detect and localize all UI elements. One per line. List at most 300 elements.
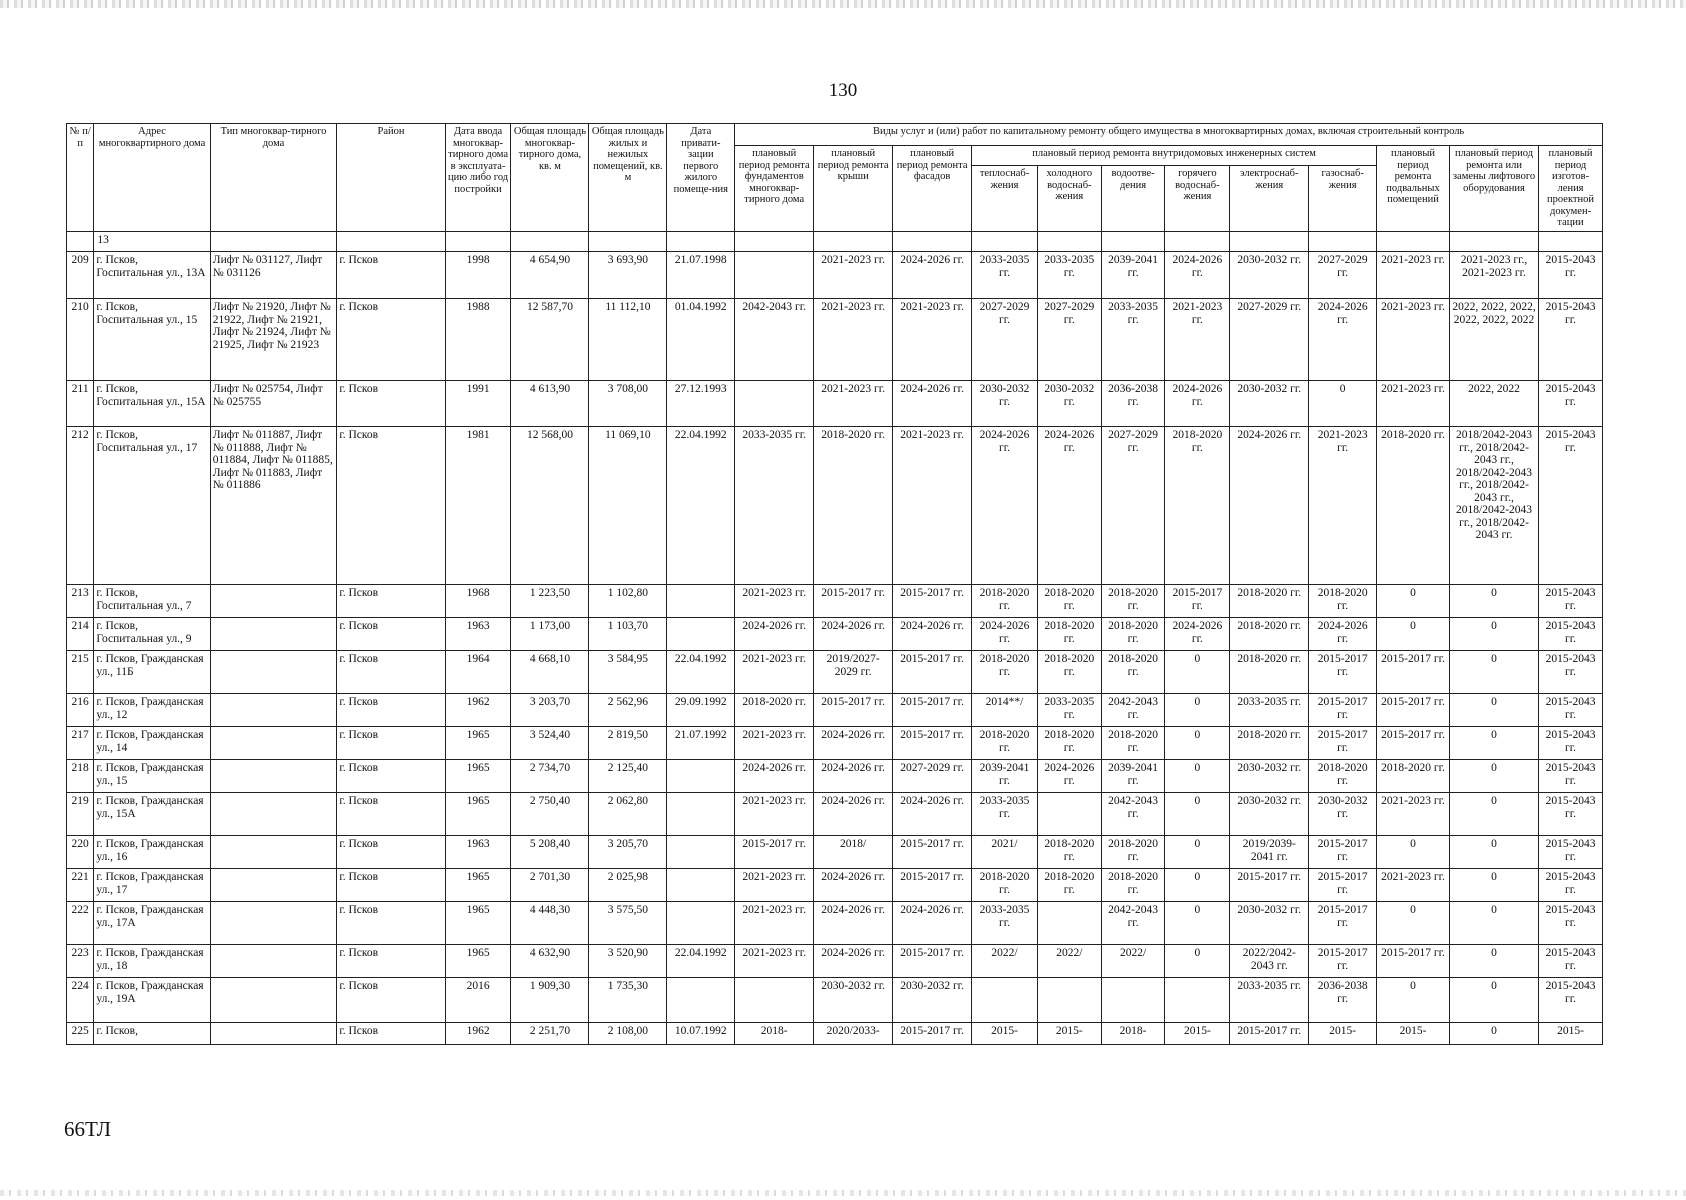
header-facade: плановый период ремонта фасадов bbox=[893, 146, 972, 232]
cell-total-area: 3 203,70 bbox=[511, 694, 589, 727]
cell-type bbox=[210, 945, 337, 978]
cell-roof: 2024-2026 гг. bbox=[814, 727, 893, 760]
cell-hot-water: 2024-2026 гг. bbox=[1165, 252, 1230, 299]
cell-gas: 0 bbox=[1309, 381, 1377, 427]
cell-year: 1965 bbox=[445, 902, 511, 945]
cell-type bbox=[210, 585, 337, 618]
cell-priv-date: 01.04.1992 bbox=[667, 299, 735, 381]
cell-year: 1965 bbox=[445, 869, 511, 902]
cell-facade: 2024-2026 гг. bbox=[893, 252, 972, 299]
cell-cold-water: 2022/ bbox=[1037, 945, 1101, 978]
cell-roof: 2024-2026 гг. bbox=[814, 945, 893, 978]
cell-facade: 2015-2017 гг. bbox=[893, 1023, 972, 1045]
cell-year: 1988 bbox=[445, 299, 511, 381]
cell-living-area: 3 205,70 bbox=[589, 836, 667, 869]
header-elevator: плановый период ремонта или замены лифтового оборудования bbox=[1449, 146, 1538, 232]
cell-facade: 2015-2017 гг. bbox=[893, 836, 972, 869]
cell-project-docs: 2015-2043 гг. bbox=[1539, 299, 1603, 381]
capital-repair-table bbox=[66, 123, 1603, 1045]
cell-sewer: 2033-2035 гг. bbox=[1101, 299, 1165, 381]
cell-project-docs: 2015-2043 гг. bbox=[1539, 727, 1603, 760]
cell-num: 211 bbox=[67, 381, 94, 427]
cell-priv-date bbox=[667, 585, 735, 618]
cell-priv-date: 10.07.1992 bbox=[667, 1023, 735, 1045]
continuation-cell bbox=[1037, 232, 1101, 252]
cell-foundation: 2015-2017 гг. bbox=[735, 836, 814, 869]
cell-sewer: 2027-2029 гг. bbox=[1101, 427, 1165, 585]
cell-electric: 2030-2032 гг. bbox=[1230, 252, 1309, 299]
cell-num: 224 bbox=[67, 978, 94, 1023]
cell-total-area: 2 701,30 bbox=[511, 869, 589, 902]
table-row bbox=[67, 381, 1603, 427]
table-row bbox=[67, 427, 1603, 585]
header-privatization-date: Дата привати-зации первого жилого помеще-ния bbox=[667, 124, 735, 232]
cell-roof: 2020/2033- bbox=[814, 1023, 893, 1045]
cell-facade: 2021-2023 гг. bbox=[893, 427, 972, 585]
cell-roof: 2019/2027-2029 гг. bbox=[814, 651, 893, 694]
continuation-cell bbox=[735, 232, 814, 252]
cell-basement: 2021-2023 гг. bbox=[1377, 793, 1450, 836]
cell-living-area: 3 520,90 bbox=[589, 945, 667, 978]
cell-electric: 2015-2017 гг. bbox=[1230, 1023, 1309, 1045]
cell-hot-water: 0 bbox=[1165, 651, 1230, 694]
cell-total-area: 2 734,70 bbox=[511, 760, 589, 793]
cell-hot-water: 0 bbox=[1165, 902, 1230, 945]
cell-roof: 2021-2023 гг. bbox=[814, 252, 893, 299]
cell-heat: 2018-2020 гг. bbox=[972, 651, 1038, 694]
cell-cold-water: 2033-2035 гг. bbox=[1037, 252, 1101, 299]
table-row bbox=[67, 727, 1603, 760]
cell-year: 1998 bbox=[445, 252, 511, 299]
cell-gas: 2018-2020 гг. bbox=[1309, 760, 1377, 793]
header-heat: теплоснаб-жения bbox=[972, 166, 1038, 232]
cell-year: 1965 bbox=[445, 760, 511, 793]
cell-cold-water bbox=[1037, 793, 1101, 836]
cell-type bbox=[210, 902, 337, 945]
table-row bbox=[67, 978, 1603, 1023]
cell-year: 1962 bbox=[445, 1023, 511, 1045]
cell-cold-water: 2018-2020 гг. bbox=[1037, 836, 1101, 869]
cell-priv-date bbox=[667, 978, 735, 1023]
cell-roof: 2024-2026 гг. bbox=[814, 902, 893, 945]
cell-cold-water: 2015- bbox=[1037, 1023, 1101, 1045]
cell-project-docs: 2015-2043 гг. bbox=[1539, 585, 1603, 618]
cell-type: Лифт № 031127, Лифт № 031126 bbox=[210, 252, 337, 299]
cell-roof: 2021-2023 гг. bbox=[814, 299, 893, 381]
cell-project-docs: 2015-2043 гг. bbox=[1539, 978, 1603, 1023]
cell-district: г. Псков bbox=[337, 945, 445, 978]
cell-sewer bbox=[1101, 978, 1165, 1023]
cell-project-docs: 2015-2043 гг. bbox=[1539, 836, 1603, 869]
cell-living-area: 11 112,10 bbox=[589, 299, 667, 381]
cell-foundation: 2021-2023 гг. bbox=[735, 585, 814, 618]
cell-roof: 2024-2026 гг. bbox=[814, 618, 893, 651]
continuation-cell bbox=[1309, 232, 1377, 252]
cell-basement: 2021-2023 гг. bbox=[1377, 869, 1450, 902]
cell-type: Лифт № 011887, Лифт № 011888, Лифт № 011884, Лифт № 011885, Лифт № 011883, Лифт № 011886 bbox=[210, 427, 337, 585]
continuation-row bbox=[67, 232, 1603, 252]
continuation-cell bbox=[1101, 232, 1165, 252]
table-row bbox=[67, 252, 1603, 299]
cell-year: 2016 bbox=[445, 978, 511, 1023]
cell-hot-water: 2024-2026 гг. bbox=[1165, 618, 1230, 651]
cell-year: 1962 bbox=[445, 694, 511, 727]
cell-sewer: 2018- bbox=[1101, 1023, 1165, 1045]
continuation-cell bbox=[1539, 232, 1603, 252]
cell-district: г. Псков bbox=[337, 836, 445, 869]
cell-priv-date: 22.04.1992 bbox=[667, 427, 735, 585]
cell-basement: 0 bbox=[1377, 902, 1450, 945]
cell-heat: 2030-2032 гг. bbox=[972, 381, 1038, 427]
continuation-cell bbox=[1377, 232, 1450, 252]
header-works-group: Виды услуг и (или) работ по капитальному ремонту общего имущества в многоквартирных домах, включая строительный контроль bbox=[735, 124, 1603, 146]
cell-year: 1964 bbox=[445, 651, 511, 694]
continuation-cell bbox=[511, 232, 589, 252]
cell-type bbox=[210, 1023, 337, 1045]
cell-project-docs: 2015-2043 гг. bbox=[1539, 902, 1603, 945]
cell-electric: 2030-2032 гг. bbox=[1230, 793, 1309, 836]
cell-elevator: 0 bbox=[1449, 793, 1538, 836]
cell-type bbox=[210, 793, 337, 836]
cell-year: 1963 bbox=[445, 618, 511, 651]
continuation-text: 13 bbox=[94, 232, 210, 252]
cell-electric: 2019/2039-2041 гг. bbox=[1230, 836, 1309, 869]
header-engineering-group: плановый период ремонта внутридомовых инженерных систем bbox=[972, 146, 1377, 166]
cell-elevator: 0 bbox=[1449, 836, 1538, 869]
cell-project-docs: 2015-2043 гг. bbox=[1539, 381, 1603, 427]
cell-priv-date bbox=[667, 793, 735, 836]
scan-edge-top bbox=[0, 0, 1686, 8]
table-row bbox=[67, 618, 1603, 651]
cell-total-area: 2 750,40 bbox=[511, 793, 589, 836]
cell-hot-water: 0 bbox=[1165, 760, 1230, 793]
header-electric: электроснаб-жения bbox=[1230, 166, 1309, 232]
cell-foundation: 2018-2020 гг. bbox=[735, 694, 814, 727]
cell-address: г. Псков, Гражданская ул., 15А bbox=[94, 793, 210, 836]
cell-living-area: 2 819,50 bbox=[589, 727, 667, 760]
cell-electric: 2033-2035 гг. bbox=[1230, 694, 1309, 727]
cell-type bbox=[210, 651, 337, 694]
cell-num: 209 bbox=[67, 252, 94, 299]
header-basement: плановый период ремонта подвальных помещений bbox=[1377, 146, 1450, 232]
cell-gas: 2015-2017 гг. bbox=[1309, 836, 1377, 869]
cell-project-docs: 2015-2043 гг. bbox=[1539, 760, 1603, 793]
cell-elevator: 2022, 2022 bbox=[1449, 381, 1538, 427]
cell-total-area: 3 524,40 bbox=[511, 727, 589, 760]
cell-gas: 2018-2020 гг. bbox=[1309, 585, 1377, 618]
cell-district: г. Псков bbox=[337, 651, 445, 694]
header-roof: плановый период ремонта крыши bbox=[814, 146, 893, 232]
continuation-cell bbox=[667, 232, 735, 252]
cell-project-docs: 2015-2043 гг. bbox=[1539, 252, 1603, 299]
cell-priv-date bbox=[667, 760, 735, 793]
cell-hot-water: 0 bbox=[1165, 727, 1230, 760]
header-living-area: Общая площадь жилых и нежилых помещений, кв. м bbox=[589, 124, 667, 232]
table-row bbox=[67, 299, 1603, 381]
cell-hot-water: 0 bbox=[1165, 694, 1230, 727]
cell-electric: 2030-2032 гг. bbox=[1230, 902, 1309, 945]
cell-living-area: 2 125,40 bbox=[589, 760, 667, 793]
cell-foundation: 2021-2023 гг. bbox=[735, 651, 814, 694]
cell-address: г. Псков, bbox=[94, 1023, 210, 1045]
cell-sewer: 2018-2020 гг. bbox=[1101, 585, 1165, 618]
cell-elevator: 0 bbox=[1449, 727, 1538, 760]
cell-address: г. Псков, Гражданская ул., 15 bbox=[94, 760, 210, 793]
cell-basement: 2021-2023 гг. bbox=[1377, 381, 1450, 427]
cell-gas: 2021-2023 гг. bbox=[1309, 427, 1377, 585]
cell-electric: 2022/2042-2043 гг. bbox=[1230, 945, 1309, 978]
table-row bbox=[67, 793, 1603, 836]
cell-priv-date bbox=[667, 902, 735, 945]
cell-electric: 2030-2032 гг. bbox=[1230, 760, 1309, 793]
cell-project-docs: 2015-2043 гг. bbox=[1539, 651, 1603, 694]
cell-basement: 2015-2017 гг. bbox=[1377, 694, 1450, 727]
header-project-docs: плановый период изготов-ления проектной докумен-тации bbox=[1539, 146, 1603, 232]
cell-facade: 2027-2029 гг. bbox=[893, 760, 972, 793]
cell-cold-water: 2018-2020 гг. bbox=[1037, 727, 1101, 760]
cell-address: г. Псков, Гражданская ул., 17А bbox=[94, 902, 210, 945]
cell-hot-water: 0 bbox=[1165, 836, 1230, 869]
cell-gas: 2027-2029 гг. bbox=[1309, 252, 1377, 299]
continuation-cell bbox=[893, 232, 972, 252]
cell-year: 1965 bbox=[445, 793, 511, 836]
cell-address: г. Псков, Гражданская ул., 12 bbox=[94, 694, 210, 727]
cell-project-docs: 2015-2043 гг. bbox=[1539, 945, 1603, 978]
cell-total-area: 1 909,30 bbox=[511, 978, 589, 1023]
cell-project-docs: 2015- bbox=[1539, 1023, 1603, 1045]
cell-district: г. Псков bbox=[337, 585, 445, 618]
cell-cold-water: 2018-2020 гг. bbox=[1037, 585, 1101, 618]
table-row bbox=[67, 836, 1603, 869]
cell-living-area: 3 708,00 bbox=[589, 381, 667, 427]
cell-project-docs: 2015-2043 гг. bbox=[1539, 869, 1603, 902]
cell-address: г. Псков, Гражданская ул., 17 bbox=[94, 869, 210, 902]
cell-foundation: 2021-2023 гг. bbox=[735, 945, 814, 978]
cell-gas: 2024-2026 гг. bbox=[1309, 618, 1377, 651]
cell-roof: 2024-2026 гг. bbox=[814, 869, 893, 902]
cell-heat: 2039-2041 гг. bbox=[972, 760, 1038, 793]
cell-num: 214 bbox=[67, 618, 94, 651]
cell-basement: 2021-2023 гг. bbox=[1377, 252, 1450, 299]
cell-cold-water: 2024-2026 гг. bbox=[1037, 760, 1101, 793]
table-row bbox=[67, 651, 1603, 694]
cell-total-area: 5 208,40 bbox=[511, 836, 589, 869]
cell-living-area: 2 108,00 bbox=[589, 1023, 667, 1045]
cell-priv-date: 22.04.1992 bbox=[667, 651, 735, 694]
cell-roof: 2015-2017 гг. bbox=[814, 585, 893, 618]
cell-basement: 0 bbox=[1377, 836, 1450, 869]
cell-district: г. Псков bbox=[337, 252, 445, 299]
cell-foundation: 2024-2026 гг. bbox=[735, 618, 814, 651]
cell-project-docs: 2015-2043 гг. bbox=[1539, 793, 1603, 836]
header-num: № п/п bbox=[67, 124, 94, 232]
cell-heat: 2014**/ bbox=[972, 694, 1038, 727]
cell-electric: 2027-2029 гг. bbox=[1230, 299, 1309, 381]
cell-elevator: 0 bbox=[1449, 618, 1538, 651]
cell-living-area: 1 735,30 bbox=[589, 978, 667, 1023]
cell-type bbox=[210, 760, 337, 793]
cell-hot-water: 0 bbox=[1165, 945, 1230, 978]
continuation-cell bbox=[589, 232, 667, 252]
cell-district: г. Псков bbox=[337, 760, 445, 793]
cell-num: 212 bbox=[67, 427, 94, 585]
cell-cold-water: 2030-2032 гг. bbox=[1037, 381, 1101, 427]
page-number: 130 bbox=[828, 80, 858, 101]
cell-facade: 2015-2017 гг. bbox=[893, 694, 972, 727]
cell-address: г. Псков, Гражданская ул., 18 bbox=[94, 945, 210, 978]
cell-type: Лифт № 025754, Лифт № 025755 bbox=[210, 381, 337, 427]
cell-priv-date: 27.12.1993 bbox=[667, 381, 735, 427]
cell-basement: 2015-2017 гг. bbox=[1377, 945, 1450, 978]
cell-hot-water: 2018-2020 гг. bbox=[1165, 427, 1230, 585]
cell-elevator: 0 bbox=[1449, 694, 1538, 727]
cell-heat: 2027-2029 гг. bbox=[972, 299, 1038, 381]
header-foundation: плановый период ремонта фундаментов многоквар-тирного дома bbox=[735, 146, 814, 232]
cell-cold-water: 2018-2020 гг. bbox=[1037, 869, 1101, 902]
cell-type bbox=[210, 694, 337, 727]
cell-elevator: 2018/2042-2043 гг., 2018/2042-2043 гг., 2018/2042-2043 гг., 2018/2042-2043 гг., 2018/2042-2043 гг., 2018/2042-2043 гг. bbox=[1449, 427, 1538, 585]
cell-heat: 2018-2020 гг. bbox=[972, 869, 1038, 902]
header-total-area: Общая площадь многоквар-тирного дома, кв. м bbox=[511, 124, 589, 232]
header-hot-water: горячего водоснаб-жения bbox=[1165, 166, 1230, 232]
cell-roof: 2024-2026 гг. bbox=[814, 760, 893, 793]
cell-type bbox=[210, 836, 337, 869]
cell-hot-water: 2024-2026 гг. bbox=[1165, 381, 1230, 427]
cell-facade: 2015-2017 гг. bbox=[893, 585, 972, 618]
cell-elevator: 0 bbox=[1449, 651, 1538, 694]
cell-foundation: 2042-2043 гг. bbox=[735, 299, 814, 381]
cell-total-area: 1 173,00 bbox=[511, 618, 589, 651]
cell-heat: 2024-2026 гг. bbox=[972, 427, 1038, 585]
continuation-cell bbox=[1230, 232, 1309, 252]
cell-roof: 2030-2032 гг. bbox=[814, 978, 893, 1023]
cell-basement: 2015- bbox=[1377, 1023, 1450, 1045]
cell-num: 225 bbox=[67, 1023, 94, 1045]
cell-gas: 2024-2026 гг. bbox=[1309, 299, 1377, 381]
cell-foundation bbox=[735, 381, 814, 427]
cell-living-area: 3 693,90 bbox=[589, 252, 667, 299]
cell-elevator: 0 bbox=[1449, 760, 1538, 793]
cell-hot-water: 2021-2023 гг. bbox=[1165, 299, 1230, 381]
cell-sewer: 2039-2041 гг. bbox=[1101, 252, 1165, 299]
cell-elevator: 0 bbox=[1449, 945, 1538, 978]
cell-district: г. Псков bbox=[337, 902, 445, 945]
header-address: Адрес многоквартирного дома bbox=[94, 124, 210, 232]
cell-living-area: 3 584,95 bbox=[589, 651, 667, 694]
cell-priv-date bbox=[667, 869, 735, 902]
cell-type bbox=[210, 978, 337, 1023]
cell-gas: 2030-2032 гг. bbox=[1309, 793, 1377, 836]
cell-sewer: 2018-2020 гг. bbox=[1101, 727, 1165, 760]
cell-num: 222 bbox=[67, 902, 94, 945]
cell-facade: 2024-2026 гг. bbox=[893, 381, 972, 427]
cell-heat: 2033-2035 гг. bbox=[972, 252, 1038, 299]
cell-num: 213 bbox=[67, 585, 94, 618]
cell-living-area: 1 102,80 bbox=[589, 585, 667, 618]
cell-living-area: 2 562,96 bbox=[589, 694, 667, 727]
cell-num: 218 bbox=[67, 760, 94, 793]
cell-district: г. Псков bbox=[337, 299, 445, 381]
cell-sewer: 2018-2020 гг. bbox=[1101, 651, 1165, 694]
cell-sewer: 2018-2020 гг. bbox=[1101, 869, 1165, 902]
cell-heat: 2015- bbox=[972, 1023, 1038, 1045]
cell-district: г. Псков bbox=[337, 869, 445, 902]
cell-district: г. Псков bbox=[337, 694, 445, 727]
cell-facade: 2024-2026 гг. bbox=[893, 902, 972, 945]
cell-num: 215 bbox=[67, 651, 94, 694]
cell-heat: 2033-2035 гг. bbox=[972, 902, 1038, 945]
cell-living-area: 2 025,98 bbox=[589, 869, 667, 902]
cell-electric: 2024-2026 гг. bbox=[1230, 427, 1309, 585]
cell-district: г. Псков bbox=[337, 618, 445, 651]
cell-total-area: 4 448,30 bbox=[511, 902, 589, 945]
table-row bbox=[67, 902, 1603, 945]
cell-district: г. Псков bbox=[337, 978, 445, 1023]
cell-cold-water bbox=[1037, 902, 1101, 945]
cell-heat: 2024-2026 гг. bbox=[972, 618, 1038, 651]
cell-cold-water: 2024-2026 гг. bbox=[1037, 427, 1101, 585]
cell-sewer: 2042-2043 гг. bbox=[1101, 793, 1165, 836]
cell-gas: 2015-2017 гг. bbox=[1309, 945, 1377, 978]
cell-heat: 2033-2035 гг. bbox=[972, 793, 1038, 836]
cell-priv-date: 21.07.1992 bbox=[667, 727, 735, 760]
cell-foundation: 2024-2026 гг. bbox=[735, 760, 814, 793]
cell-foundation: 2018- bbox=[735, 1023, 814, 1045]
cell-electric: 2018-2020 гг. bbox=[1230, 651, 1309, 694]
continuation-cell bbox=[1449, 232, 1538, 252]
cell-electric: 2015-2017 гг. bbox=[1230, 869, 1309, 902]
cell-type bbox=[210, 869, 337, 902]
cell-district: г. Псков bbox=[337, 727, 445, 760]
cell-cold-water: 2018-2020 гг. bbox=[1037, 618, 1101, 651]
scan-edge-bottom bbox=[0, 1190, 1686, 1196]
table-row bbox=[67, 869, 1603, 902]
cell-priv-date: 29.09.1992 bbox=[667, 694, 735, 727]
cell-electric: 2018-2020 гг. bbox=[1230, 618, 1309, 651]
cell-heat: 2021/ bbox=[972, 836, 1038, 869]
cell-heat: 2022/ bbox=[972, 945, 1038, 978]
cell-year: 1965 bbox=[445, 727, 511, 760]
cell-foundation: 2021-2023 гг. bbox=[735, 727, 814, 760]
cell-type: Лифт № 21920, Лифт № 21922, Лифт № 21921, Лифт № 21924, Лифт № 21925, Лифт № 21923 bbox=[210, 299, 337, 381]
cell-address: г. Псков, Госпитальная ул., 7 bbox=[94, 585, 210, 618]
cell-hot-water bbox=[1165, 978, 1230, 1023]
cell-roof: 2021-2023 гг. bbox=[814, 381, 893, 427]
header-type: Тип многоквар-тирного дома bbox=[210, 124, 337, 232]
cell-num: 210 bbox=[67, 299, 94, 381]
cell-electric: 2018-2020 гг. bbox=[1230, 585, 1309, 618]
cell-type bbox=[210, 618, 337, 651]
cell-foundation: 2021-2023 гг. bbox=[735, 869, 814, 902]
table-row bbox=[67, 585, 1603, 618]
cell-address: г. Псков, Госпитальная ул., 15 bbox=[94, 299, 210, 381]
cell-elevator: 0 bbox=[1449, 902, 1538, 945]
footer-code: 66ТЛ bbox=[64, 1117, 112, 1141]
table-row bbox=[67, 694, 1603, 727]
cell-living-area: 1 103,70 bbox=[589, 618, 667, 651]
cell-facade: 2024-2026 гг. bbox=[893, 793, 972, 836]
cell-address: г. Псков, Гражданская ул., 19А bbox=[94, 978, 210, 1023]
cell-total-area: 4 613,90 bbox=[511, 381, 589, 427]
cell-elevator: 0 bbox=[1449, 978, 1538, 1023]
cell-heat bbox=[972, 978, 1038, 1023]
cell-district: г. Псков bbox=[337, 1023, 445, 1045]
cell-basement: 2015-2017 гг. bbox=[1377, 651, 1450, 694]
cell-living-area: 11 069,10 bbox=[589, 427, 667, 585]
cell-foundation: 2033-2035 гг. bbox=[735, 427, 814, 585]
header-date-commission: Дата ввода многоквар-тирного дома в эксплуата-цию либо год постройки bbox=[445, 124, 511, 232]
cell-basement: 2021-2023 гг. bbox=[1377, 299, 1450, 381]
